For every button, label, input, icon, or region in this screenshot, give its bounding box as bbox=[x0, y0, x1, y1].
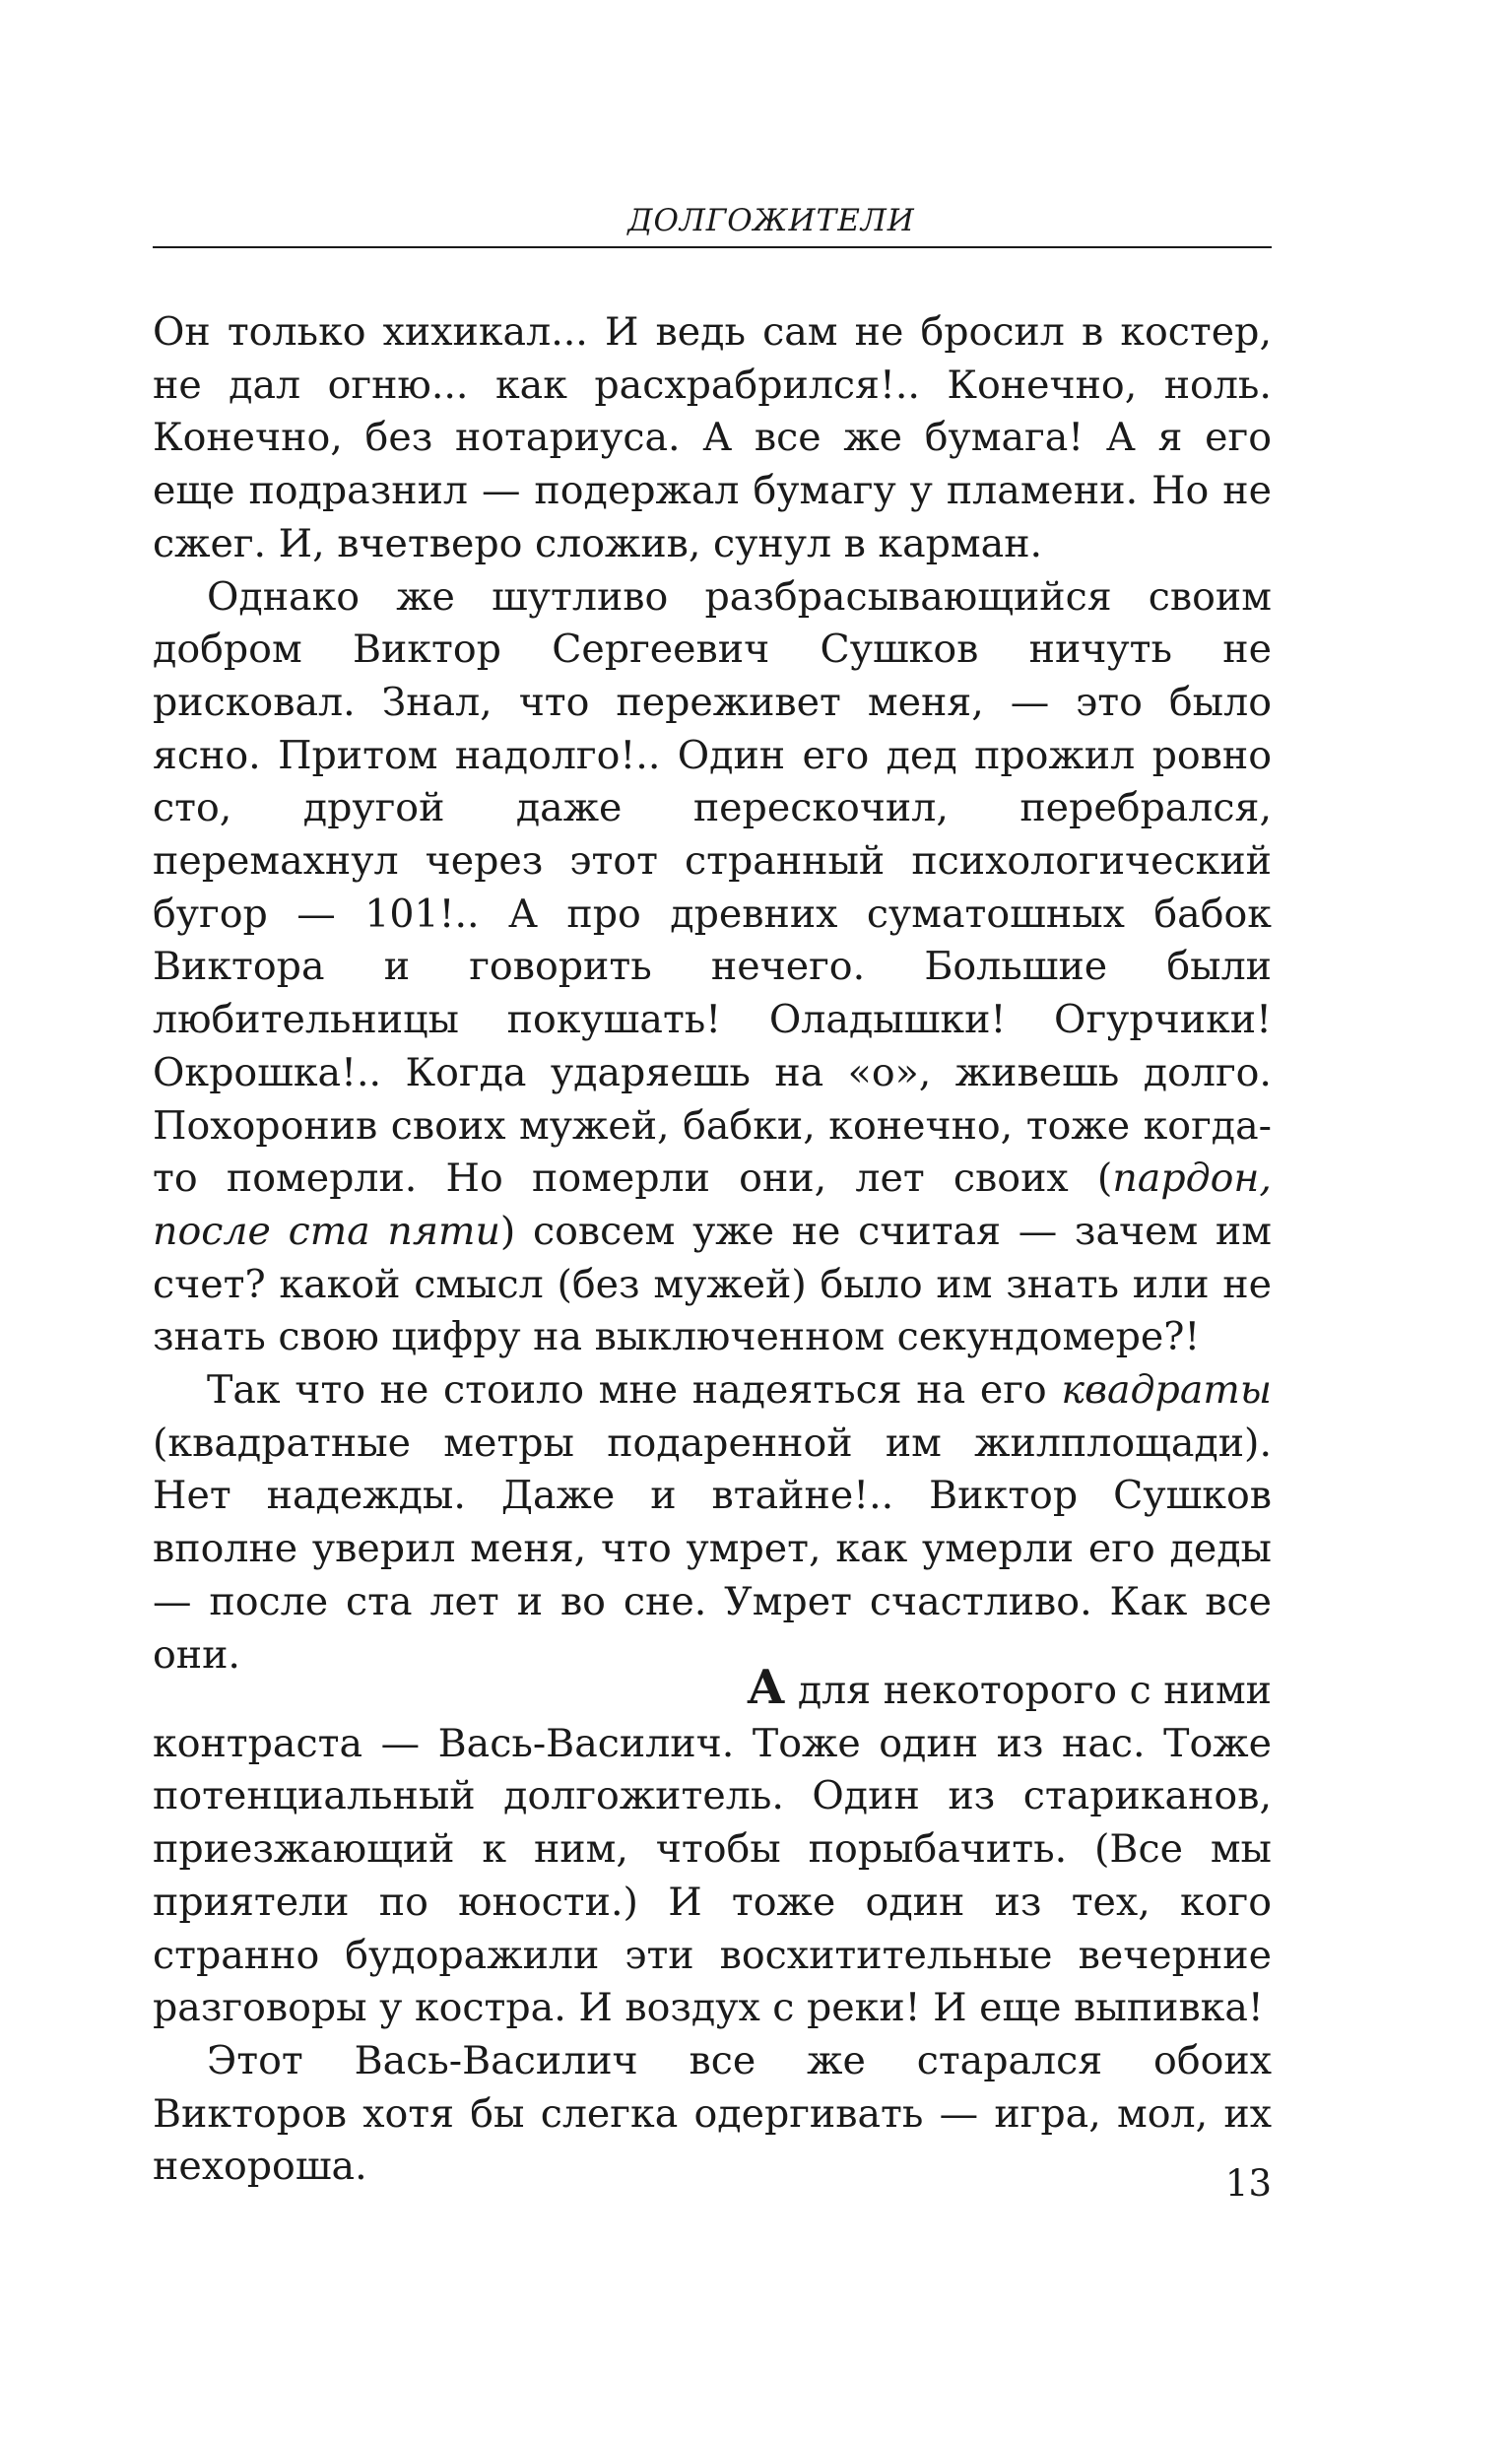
paragraph-3 bbox=[153, 1364, 1272, 1682]
page-number: 13 bbox=[1224, 2162, 1272, 2205]
section-opening-text: для некоторого с ними bbox=[785, 1668, 1272, 1713]
section-initial-letter: А bbox=[747, 1660, 786, 1715]
body-text-section bbox=[153, 1662, 1272, 2194]
body-text-top bbox=[153, 306, 1272, 1682]
paragraph-2-text-a: Однако же шутливо разбрасывающийся своим добром Виктор Сергеевич Сушков ничуть не рисковал. Знал, что переживет меня, — это было ясно. Притом надолго!.. Один его дед прожил ровно сто, другой даже перескочил, перебрался, перемахнул через этот странный психологический бугор — 101!.. А про древних суматошных бабок Виктора и говорить нечего. Большие были любительницы покушать! Оладышки! Огурчики! Окрошка!.. Когда ударяешь на «о», живешь долго. Похоронив своих мужей, бабки, конечно, тоже когда-то померли. Но померли они, лет своих ( bbox=[153, 573, 1272, 1202]
paragraph-3-text-b: (квадратные метры подаренной им жилплощади). Нет надежды. Даже и втайне!.. Виктор Сушков вполне уверил меня, что умрет, как умерли его деды — после ста лет и во сне. Умрет счастливо. Как все они. bbox=[153, 1420, 1272, 1678]
running-header bbox=[153, 195, 1272, 248]
paragraph-2 bbox=[153, 571, 1272, 1365]
paragraph-2-text-b: ) совсем уже не считая — зачем им счет? какой смысл (без мужей) было им знать или не знать свою цифру на выключенном секундомере?! bbox=[153, 1208, 1272, 1360]
paragraph-4 bbox=[153, 1662, 1272, 2035]
paragraph-4-text: контраста — Вась-Василич. Тоже один из нас. Тоже потенциальный долгожитель. Один из стариканов, приезжающий к ним, чтобы порыбачить. (Все мы приятели по юности.) И тоже один из тех, кого странно будоражили эти восхитительные вечерние разговоры у костра. И воздух с реки! И еще выпивка! bbox=[153, 1720, 1272, 2031]
paragraph-2-italic: пардон, после ста пяти bbox=[153, 1155, 1272, 1254]
paragraph-3-italic: квадраты bbox=[1061, 1367, 1272, 1414]
paragraph-5: Этот Вась-Василич все же старался обоих Викторов хотя бы слегка одергивать — игра, мол, их нехороша. bbox=[153, 2037, 1272, 2190]
section-opening-line bbox=[153, 1662, 1272, 1718]
running-head-title: ДОЛГОЖИТЕЛИ bbox=[627, 203, 915, 238]
paragraph-1: Он только хихикал... И ведь сам не бросил в костер, не дал огню... как расхрабрился!.. Конечно, ноль. Конечно, без нотариуса. А все же бумага! А я его еще подразнил — подержал бумагу у пламени. Но не сжег. И, вчетверо сложив, сунул в карман. bbox=[153, 309, 1272, 566]
paragraph-3-text-a: Так что не стоило мне надеяться на его bbox=[207, 1367, 1062, 1414]
